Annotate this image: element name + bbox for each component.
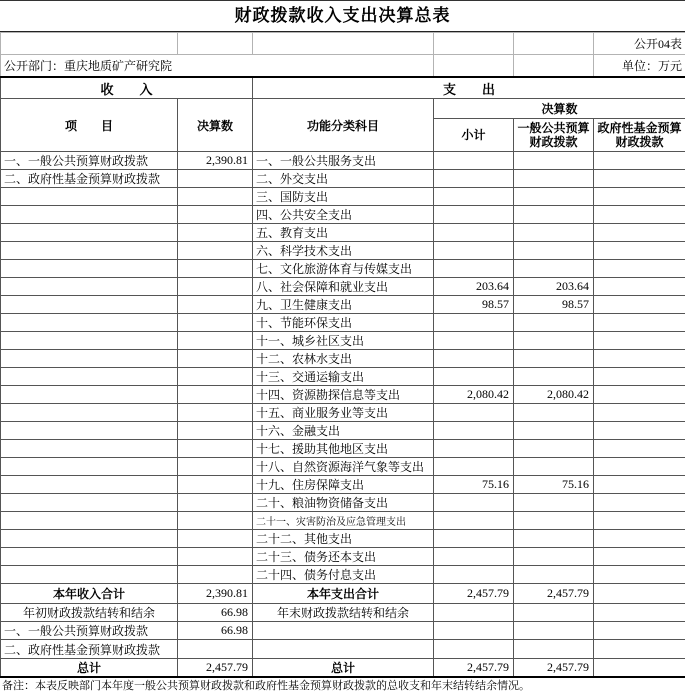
gov-fund-amount-cell [594, 440, 685, 458]
income-item-cell: 总计 [1, 659, 178, 678]
income-item-cell: 年初财政拨款结转和结余 [1, 604, 178, 622]
income-item-cell [1, 386, 178, 404]
page-title: 财政拨款收入支出决算总表 [0, 1, 685, 32]
subtotal-amount-cell [434, 152, 514, 170]
gov-fund-amount-cell [594, 548, 685, 566]
subtotal-amount-cell [434, 566, 514, 584]
empty-cell [1, 33, 178, 55]
gov-fund-amount-cell [594, 350, 685, 368]
department-label: 公开部门：重庆地质矿产研究院 [1, 55, 434, 78]
table-row [1, 314, 685, 332]
expense-item-cell: 二十三、债务还本支出 [253, 548, 434, 566]
table-row [1, 170, 685, 188]
income-amount-cell [178, 296, 253, 314]
gov-fund-amount-cell [594, 659, 685, 678]
gov-fund-amount-cell [594, 584, 685, 604]
general-budget-amount-cell [514, 622, 594, 640]
income-item-cell [1, 458, 178, 476]
income-item-cell [1, 404, 178, 422]
income-item-cell: 一、一般公共预算财政拨款 [1, 622, 178, 640]
unit-label: 单位：万元 [594, 55, 685, 78]
income-item-cell [1, 242, 178, 260]
table-row [1, 566, 685, 584]
subtotal-amount-cell [434, 622, 514, 640]
subtotal-amount-cell [434, 512, 514, 530]
income-amount-cell [178, 422, 253, 440]
expense-item-cell: 二、外交支出 [253, 170, 434, 188]
income-amount-cell: 66.98 [178, 604, 253, 622]
expense-item-cell: 十四、资源勘探信息等支出 [253, 386, 434, 404]
income-amount-cell: 2,457.79 [178, 659, 253, 678]
table-body [1, 152, 685, 678]
income-amount-cell: 2,390.81 [178, 584, 253, 604]
table-row [1, 512, 685, 530]
expense-item-cell [253, 622, 434, 640]
general-budget-amount-cell [514, 566, 594, 584]
subtotal-amount-cell [434, 404, 514, 422]
table-row [1, 260, 685, 278]
expense-item-cell: 二十四、债务付息支出 [253, 566, 434, 584]
subtotal-amount-cell [434, 206, 514, 224]
general-budget-amount-cell: 75.16 [514, 476, 594, 494]
expense-item-cell: 本年支出合计 [253, 584, 434, 604]
empty-cell [253, 33, 434, 55]
subtotal-amount-cell [434, 458, 514, 476]
income-amount-cell [178, 530, 253, 548]
income-amount-cell [178, 350, 253, 368]
general-budget-amount-cell [514, 548, 594, 566]
subtotal-amount-cell: 2,457.79 [434, 584, 514, 604]
income-item-cell [1, 494, 178, 512]
general-budget-amount-cell [514, 152, 594, 170]
income-amount-cell [178, 206, 253, 224]
income-amount-cell [178, 170, 253, 188]
table-row [1, 659, 685, 678]
income-amount-column-header: 决算数 [178, 99, 253, 152]
income-item-cell [1, 188, 178, 206]
general-budget-amount-cell: 203.64 [514, 278, 594, 296]
general-budget-amount-cell: 2,457.79 [514, 659, 594, 678]
subtotal-amount-cell [434, 242, 514, 260]
expense-item-cell: 二十、粮油物资储备支出 [253, 494, 434, 512]
empty-cell [514, 55, 594, 78]
income-item-cell [1, 476, 178, 494]
amount-group-header: 决算数 [434, 99, 685, 119]
expense-item-cell: 十六、金融支出 [253, 422, 434, 440]
general-budget-amount-cell [514, 422, 594, 440]
income-item-cell [1, 278, 178, 296]
table-row [1, 548, 685, 566]
item-column-header: 项 目 [1, 99, 178, 152]
table-row [1, 404, 685, 422]
expense-item-cell: 十三、交通运输支出 [253, 368, 434, 386]
empty-cell [434, 55, 514, 78]
gov-fund-amount-cell [594, 494, 685, 512]
subtotal-amount-cell [434, 530, 514, 548]
general-budget-amount-cell [514, 494, 594, 512]
table-row [1, 476, 685, 494]
income-amount-cell [178, 278, 253, 296]
gov-fund-amount-cell [594, 386, 685, 404]
table-row [1, 584, 685, 604]
subtotal-amount-cell [434, 314, 514, 332]
expense-item-cell: 十五、商业服务业等支出 [253, 404, 434, 422]
income-amount-cell [178, 494, 253, 512]
general-budget-amount-cell [514, 368, 594, 386]
gov-fund-column-header: 政府性基金预算财政拨款 [594, 119, 685, 152]
general-budget-amount-cell [514, 242, 594, 260]
table-row [1, 242, 685, 260]
gov-fund-amount-cell [594, 224, 685, 242]
table-row [1, 622, 685, 640]
subtotal-amount-cell [434, 368, 514, 386]
expense-item-cell: 十七、援助其他地区支出 [253, 440, 434, 458]
general-budget-amount-cell [514, 206, 594, 224]
gov-fund-amount-cell [594, 604, 685, 622]
income-item-cell [1, 206, 178, 224]
sheet-label: 公开04表 [594, 33, 685, 55]
income-item-cell [1, 296, 178, 314]
subtotal-amount-cell [434, 640, 514, 659]
income-item-cell: 本年收入合计 [1, 584, 178, 604]
gov-fund-amount-cell [594, 622, 685, 640]
income-amount-cell [178, 368, 253, 386]
income-amount-cell [178, 566, 253, 584]
subtotal-amount-cell [434, 260, 514, 278]
expense-item-cell: 二十二、其他支出 [253, 530, 434, 548]
general-budget-amount-cell [514, 640, 594, 659]
expense-item-cell: 十一、城乡社区支出 [253, 332, 434, 350]
expense-item-cell [253, 640, 434, 659]
subtotal-amount-cell: 75.16 [434, 476, 514, 494]
gov-fund-amount-cell [594, 512, 685, 530]
expense-item-cell: 总计 [253, 659, 434, 678]
subtotal-amount-cell [434, 350, 514, 368]
table-row [1, 278, 685, 296]
table-row [1, 350, 685, 368]
general-budget-amount-cell [514, 332, 594, 350]
income-item-cell [1, 260, 178, 278]
table-row [1, 206, 685, 224]
gov-fund-amount-cell [594, 278, 685, 296]
income-item-cell: 二、政府性基金预算财政拨款 [1, 170, 178, 188]
income-item-cell [1, 368, 178, 386]
general-budget-amount-cell: 98.57 [514, 296, 594, 314]
expense-item-cell: 二十一、灾害防治及应急管理支出 [253, 512, 434, 530]
income-amount-cell [178, 476, 253, 494]
footnote: 备注：本表反映部门本年度一般公共预算财政拨款和政府性基金预算财政拨款的总收支和年末结转结余情况。 [0, 678, 685, 694]
general-budget-amount-cell [514, 260, 594, 278]
general-budget-amount-cell [514, 170, 594, 188]
subtotal-amount-cell: 203.64 [434, 278, 514, 296]
table-row [1, 440, 685, 458]
gov-fund-amount-cell [594, 296, 685, 314]
expense-item-cell: 年末财政拨款结转和结余 [253, 604, 434, 622]
gov-fund-amount-cell [594, 476, 685, 494]
subtotal-amount-cell [434, 422, 514, 440]
table-row [1, 530, 685, 548]
table-row [1, 604, 685, 622]
general-budget-amount-cell [514, 530, 594, 548]
expense-item-cell: 十二、农林水支出 [253, 350, 434, 368]
expense-item-cell: 十、节能环保支出 [253, 314, 434, 332]
expense-item-cell: 一、一般公共服务支出 [253, 152, 434, 170]
general-budget-column-header: 一般公共预算财政拨款 [514, 119, 594, 152]
expense-item-cell: 八、社会保障和就业支出 [253, 278, 434, 296]
general-budget-amount-cell [514, 604, 594, 622]
expense-section-header: 支 出 [253, 77, 685, 99]
income-amount-cell [178, 440, 253, 458]
gov-fund-amount-cell [594, 242, 685, 260]
table-row [1, 296, 685, 314]
gov-fund-amount-cell [594, 458, 685, 476]
empty-cell [434, 33, 514, 55]
income-item-cell [1, 314, 178, 332]
subtotal-amount-cell [434, 188, 514, 206]
subtotal-amount-cell [434, 548, 514, 566]
income-amount-cell [178, 224, 253, 242]
income-amount-cell [178, 512, 253, 530]
gov-fund-amount-cell [594, 332, 685, 350]
empty-cell [514, 33, 594, 55]
section-header-row [1, 77, 685, 99]
gov-fund-amount-cell [594, 314, 685, 332]
column-header-row [1, 99, 685, 119]
gov-fund-amount-cell [594, 188, 685, 206]
general-budget-amount-cell [514, 440, 594, 458]
subtotal-amount-cell [434, 332, 514, 350]
fiscal-table [0, 32, 685, 678]
income-amount-cell [178, 242, 253, 260]
expense-item-cell: 五、教育支出 [253, 224, 434, 242]
functional-subject-column-header: 功能分类科目 [253, 99, 434, 152]
income-amount-cell [178, 332, 253, 350]
gov-fund-amount-cell [594, 422, 685, 440]
income-item-cell [1, 350, 178, 368]
income-item-cell [1, 566, 178, 584]
income-amount-cell [178, 458, 253, 476]
gov-fund-amount-cell [594, 404, 685, 422]
subtotal-amount-cell [434, 440, 514, 458]
gov-fund-amount-cell [594, 170, 685, 188]
general-budget-amount-cell [514, 350, 594, 368]
general-budget-amount-cell [514, 314, 594, 332]
income-amount-cell: 2,390.81 [178, 152, 253, 170]
general-budget-amount-cell [514, 224, 594, 242]
gov-fund-amount-cell [594, 260, 685, 278]
income-item-cell [1, 332, 178, 350]
table-row [1, 494, 685, 512]
table-row [1, 332, 685, 350]
income-amount-cell [178, 548, 253, 566]
subtotal-amount-cell [434, 170, 514, 188]
subtotal-amount-cell [434, 494, 514, 512]
table-row [1, 224, 685, 242]
general-budget-amount-cell [514, 512, 594, 530]
subtotal-amount-cell: 2,080.42 [434, 386, 514, 404]
income-item-cell [1, 512, 178, 530]
income-amount-cell [178, 640, 253, 659]
subtotal-amount-cell [434, 604, 514, 622]
expense-item-cell: 四、公共安全支出 [253, 206, 434, 224]
income-item-cell: 一、一般公共预算财政拨款 [1, 152, 178, 170]
gov-fund-amount-cell [594, 566, 685, 584]
subtotal-amount-cell: 98.57 [434, 296, 514, 314]
expense-item-cell: 十八、自然资源海洋气象等支出 [253, 458, 434, 476]
table-row [1, 386, 685, 404]
income-section-header: 收 入 [1, 77, 253, 99]
expense-item-cell: 七、文化旅游体育与传媒支出 [253, 260, 434, 278]
general-budget-amount-cell [514, 404, 594, 422]
subtotal-column-header: 小计 [434, 119, 514, 152]
expense-item-cell: 六、科学技术支出 [253, 242, 434, 260]
income-amount-cell: 66.98 [178, 622, 253, 640]
general-budget-amount-cell: 2,457.79 [514, 584, 594, 604]
table-row [1, 368, 685, 386]
general-budget-amount-cell [514, 458, 594, 476]
sheet-label-row [1, 33, 685, 55]
general-budget-amount-cell [514, 188, 594, 206]
income-amount-cell [178, 188, 253, 206]
department-row [1, 55, 685, 78]
income-item-cell [1, 422, 178, 440]
gov-fund-amount-cell [594, 368, 685, 386]
gov-fund-amount-cell [594, 530, 685, 548]
gov-fund-amount-cell [594, 640, 685, 659]
table-row [1, 152, 685, 170]
subtotal-amount-cell [434, 224, 514, 242]
income-item-cell [1, 224, 178, 242]
table-row [1, 188, 685, 206]
income-amount-cell [178, 260, 253, 278]
table-row [1, 422, 685, 440]
income-item-cell [1, 530, 178, 548]
income-item-cell: 二、政府性基金预算财政拨款 [1, 640, 178, 659]
income-amount-cell [178, 404, 253, 422]
gov-fund-amount-cell [594, 206, 685, 224]
expense-item-cell: 九、卫生健康支出 [253, 296, 434, 314]
subtotal-amount-cell: 2,457.79 [434, 659, 514, 678]
income-amount-cell [178, 386, 253, 404]
general-budget-amount-cell: 2,080.42 [514, 386, 594, 404]
table-row [1, 458, 685, 476]
income-item-cell [1, 440, 178, 458]
gov-fund-amount-cell [594, 152, 685, 170]
income-item-cell [1, 548, 178, 566]
empty-cell [178, 33, 253, 55]
expense-item-cell: 十九、住房保障支出 [253, 476, 434, 494]
expense-item-cell: 三、国防支出 [253, 188, 434, 206]
income-amount-cell [178, 314, 253, 332]
table-row [1, 640, 685, 659]
